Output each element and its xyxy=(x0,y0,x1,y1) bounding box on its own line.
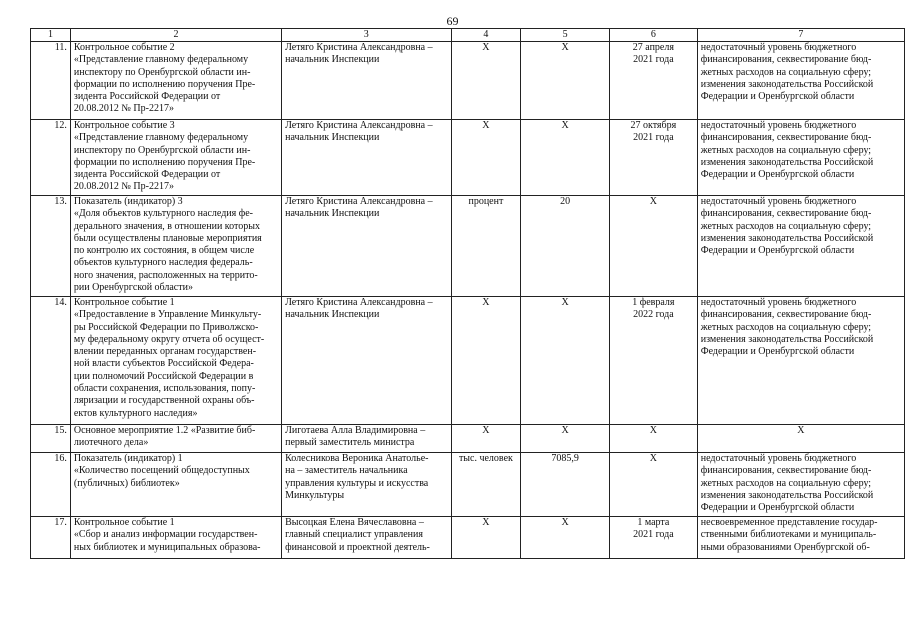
row-number: 15. xyxy=(31,425,71,453)
row-unit: Х xyxy=(451,42,521,120)
page-number: 69 xyxy=(446,14,459,28)
row-value: Х xyxy=(521,42,610,120)
row-responsible: Колесникова Вероника Анатолье- на – заместитель начальника управления культуры и искусства Минкультуры xyxy=(282,453,451,517)
row-risks: недостаточный уровень бюджетного финансирования, секвестирование бюд- жетных расходов на социальную сферу; изменения законодательства Российской Федерации и Оренбургской области xyxy=(697,196,904,297)
table-row xyxy=(31,453,905,517)
row-risks: недостаточный уровень бюджетного финансирования, секвестирование бюд- жетных расходов на социальную сферу; изменения законодательства Российской Федерации и Оренбургской области xyxy=(697,120,904,196)
column-header: 2 xyxy=(70,29,281,42)
row-unit: тыс. человек xyxy=(451,453,521,517)
row-risks: недостаточный уровень бюджетного финансирования, секвестирование бюд- жетных расходов на социальную сферу; изменения законодательства Российской Федерации и Оренбургской области xyxy=(697,297,904,425)
row-number: 13. xyxy=(31,196,71,297)
row-date: 27 апреля 2021 года xyxy=(610,42,698,120)
row-number: 12. xyxy=(31,120,71,196)
row-value: 7085,9 xyxy=(521,453,610,517)
row-number: 16. xyxy=(31,453,71,517)
row-description: Контрольное событие 2 «Представление главному федеральному инспектору по Оренбургской области ин- формации по исполнению поручения Пре- зидента Российской Федерации от 20.08.2012 № Пр-2217» xyxy=(70,42,281,120)
row-risks: недостаточный уровень бюджетного финансирования, секвестирование бюд- жетных расходов на социальную сферу; изменения законодательства Российской Федерации и Оренбургской области xyxy=(697,453,904,517)
row-description: Контрольное событие 1 «Сбор и анализ информации государствен- ных библиотек и муниципальных образова- xyxy=(70,517,281,559)
row-description: Показатель (индикатор) 3 «Доля объектов культурного наследия фе- дерального значения, в отношении которых были осуществлены плановые мероприятия по контролю их состояния, в общем числе объектов культурного наследия федераль- ного значения, расположенных на террито- рии Оренбургской области» xyxy=(70,196,281,297)
row-date: Х xyxy=(610,196,698,297)
row-responsible: Высоцкая Елена Вячеславовна – главный специалист управления финансовой и проектной деятель- xyxy=(282,517,451,559)
row-date: Х xyxy=(610,425,698,453)
row-date: 27 октября 2021 года xyxy=(610,120,698,196)
table-row xyxy=(31,196,905,297)
row-number: 11. xyxy=(31,42,71,120)
row-description: Показатель (индикатор) 1 «Количество посещений общедоступных (публичных) библиотек» xyxy=(70,453,281,517)
plan-table xyxy=(30,28,905,559)
column-header: 6 xyxy=(610,29,698,42)
row-responsible: Лиготаева Алла Владимировна – первый заместитель министра xyxy=(282,425,451,453)
column-header: 1 xyxy=(31,29,71,42)
row-value: Х xyxy=(521,120,610,196)
row-responsible: Летяго Кристина Александровна – начальник Инспекции xyxy=(282,297,451,425)
row-unit: процент xyxy=(451,196,521,297)
table-header-row xyxy=(31,29,905,42)
column-header: 4 xyxy=(451,29,521,42)
column-header: 3 xyxy=(282,29,451,42)
row-responsible: Летяго Кристина Александровна – начальник Инспекции xyxy=(282,42,451,120)
row-risks: Х xyxy=(697,425,904,453)
row-date: Х xyxy=(610,453,698,517)
row-date: 1 февраля 2022 года xyxy=(610,297,698,425)
row-description: Контрольное событие 1 «Предоставление в Управление Минкульту- ры Российской Федерации по Приволжско- му федеральному округу отчета об осущест- влении переданных органам государствен- ной власти субъектов Российской Федера- ции полномочий Российской Федерации в области сохранения, использования, попу- ляризации и государственной охраны объ- ектов культурного наследия» xyxy=(70,297,281,425)
row-risks: несвоевременное представление государ- ственными библиотеками и муниципаль- ными образованиями Оренбургской об- xyxy=(697,517,904,559)
row-number: 17. xyxy=(31,517,71,559)
row-description: Основное мероприятие 1.2 «Развитие биб- лиотечного дела» xyxy=(70,425,281,453)
table-row xyxy=(31,425,905,453)
row-unit: Х xyxy=(451,297,521,425)
row-responsible: Летяго Кристина Александровна – начальник Инспекции xyxy=(282,120,451,196)
row-value: Х xyxy=(521,517,610,559)
row-date: 1 марта 2021 года xyxy=(610,517,698,559)
row-unit: Х xyxy=(451,120,521,196)
column-header: 7 xyxy=(697,29,904,42)
row-value: 20 xyxy=(521,196,610,297)
table-row xyxy=(31,517,905,559)
row-risks: недостаточный уровень бюджетного финансирования, секвестирование бюд- жетных расходов на социальную сферу; изменения законодательства Российской Федерации и Оренбургской области xyxy=(697,42,904,120)
column-header: 5 xyxy=(521,29,610,42)
row-responsible: Летяго Кристина Александровна – начальник Инспекции xyxy=(282,196,451,297)
table-row xyxy=(31,42,905,120)
row-number: 14. xyxy=(31,297,71,425)
table-row xyxy=(31,120,905,196)
row-value: Х xyxy=(521,297,610,425)
row-value: Х xyxy=(521,425,610,453)
row-unit: Х xyxy=(451,425,521,453)
table-row xyxy=(31,297,905,425)
row-unit: Х xyxy=(451,517,521,559)
row-description: Контрольное событие 3 «Представление главному федеральному инспектору по Оренбургской области ин- формации по исполнению поручения Пре- зидента Российской Федерации от 20.08.2012 № Пр-2217» xyxy=(70,120,281,196)
